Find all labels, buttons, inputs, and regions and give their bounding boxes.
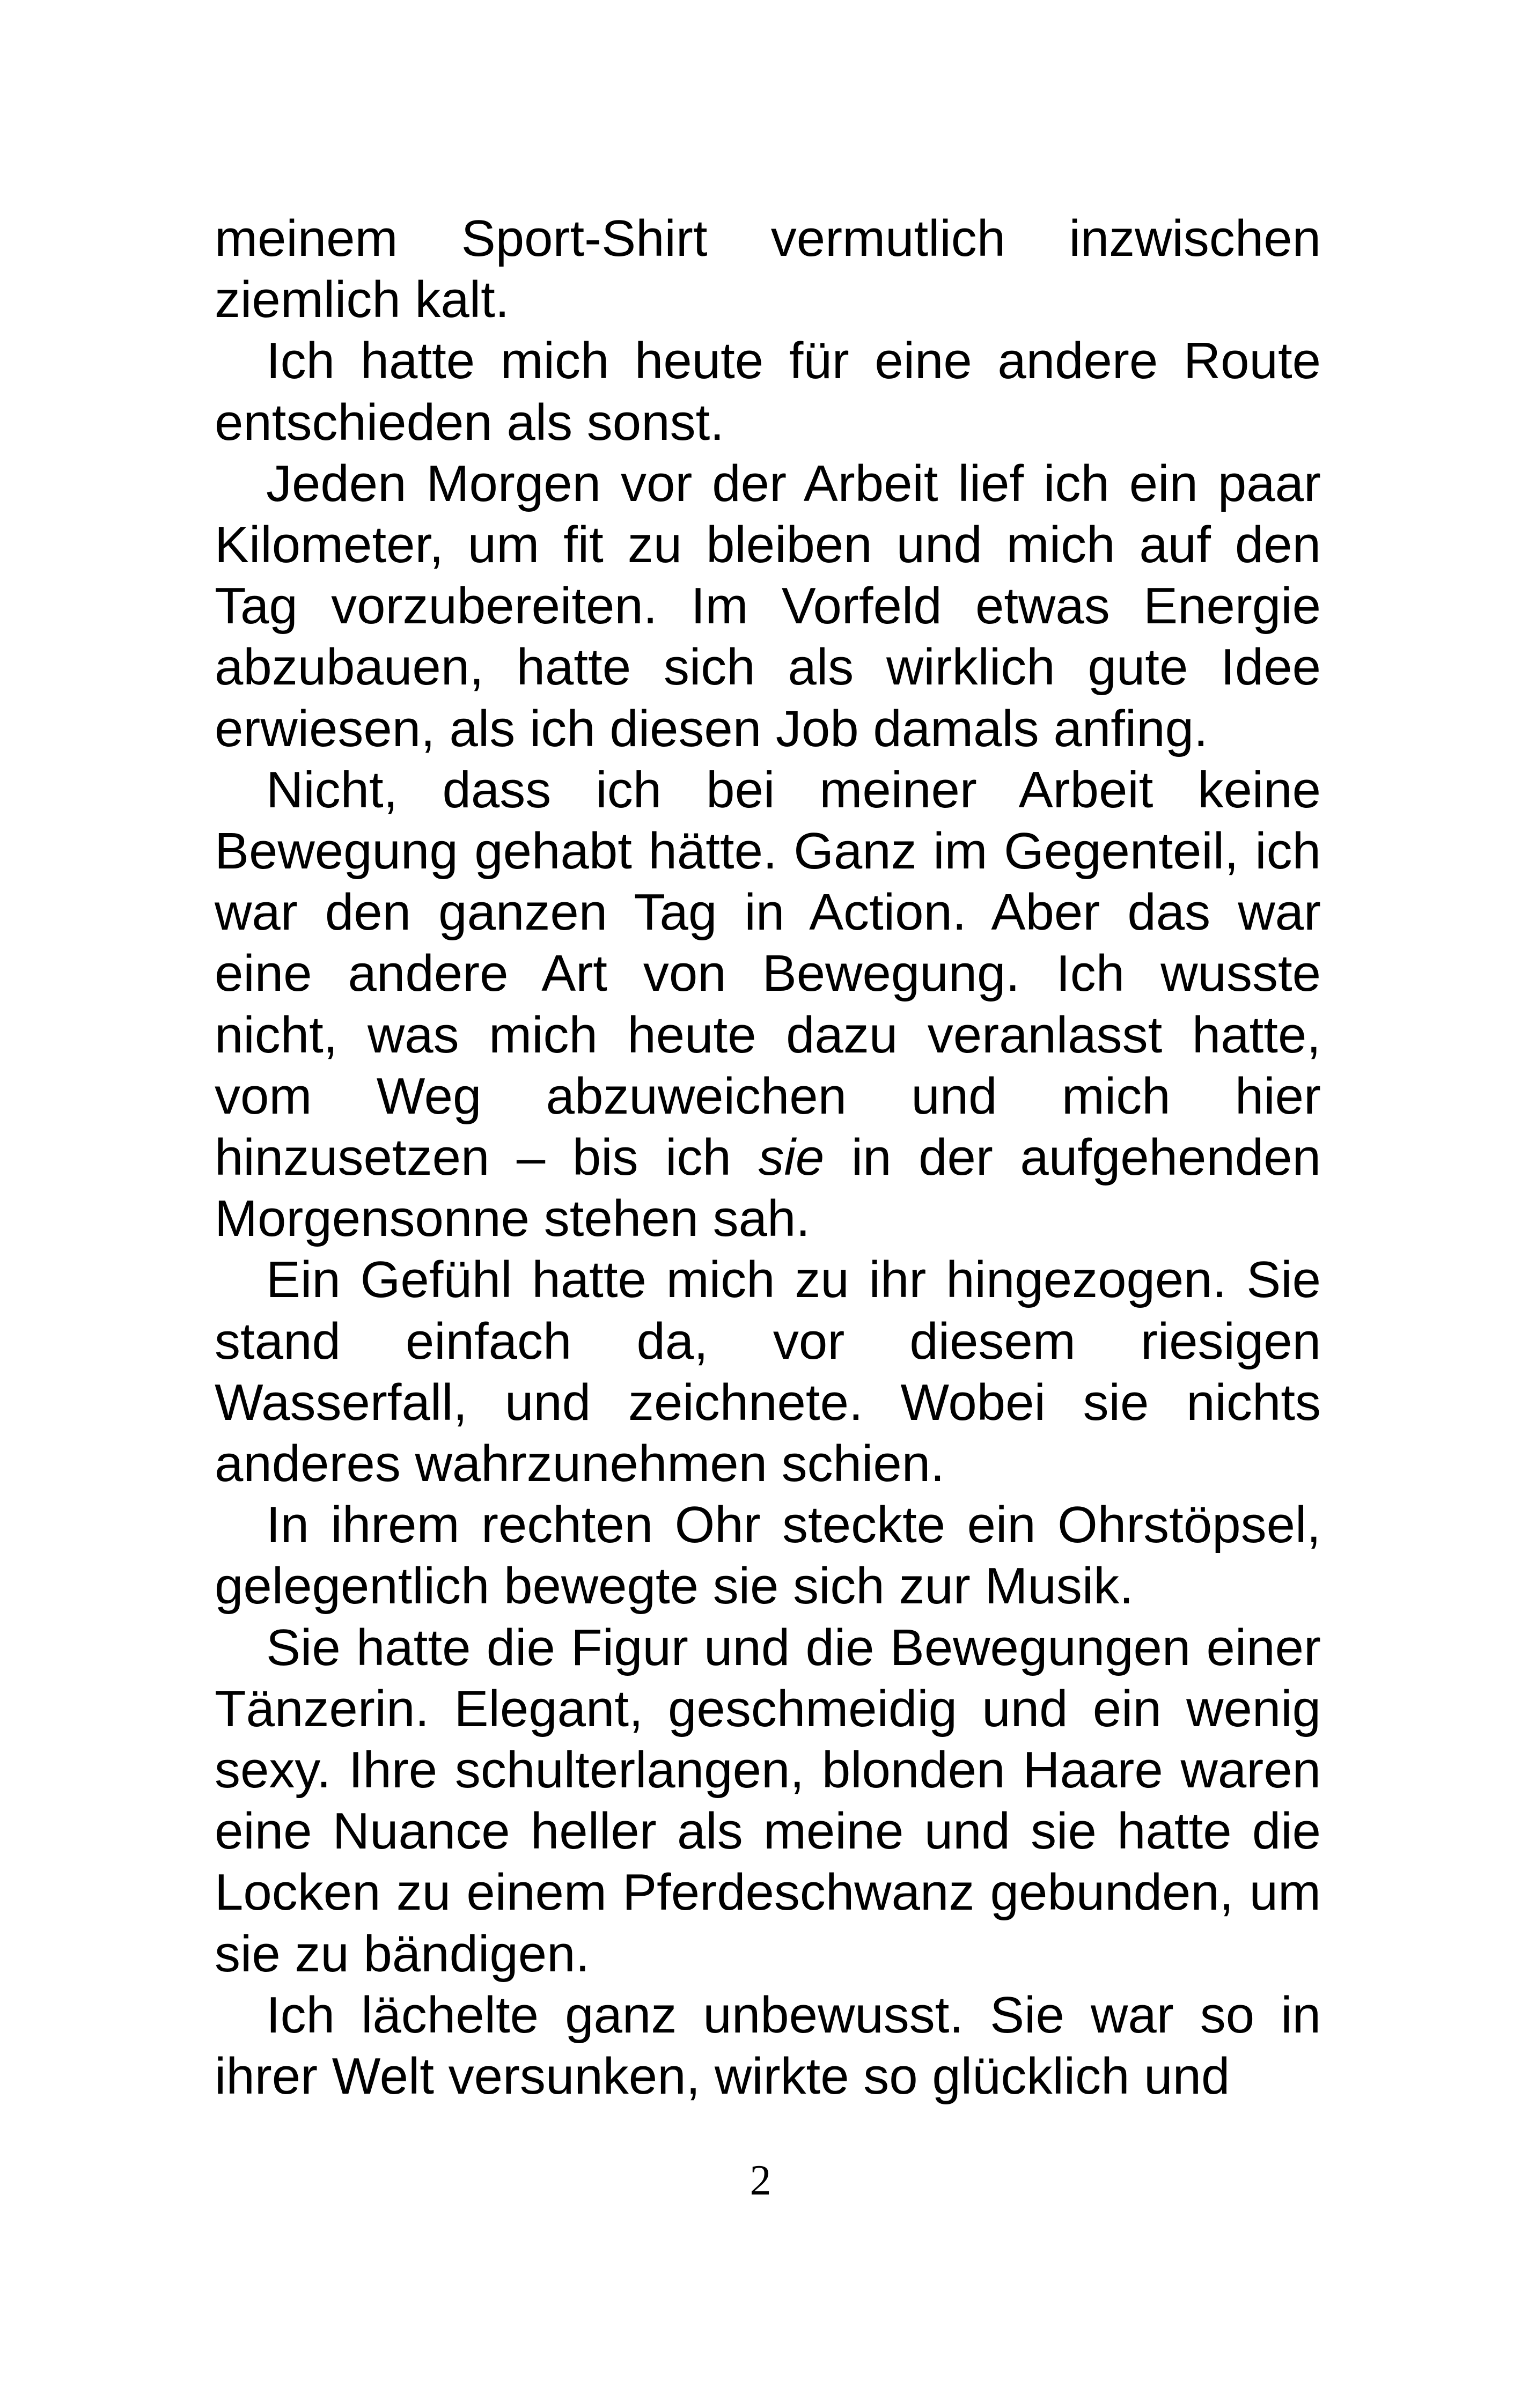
paragraph: [215, 1249, 1321, 1494]
text-run: Ein Gefühl hatte mich zu ihr hingezogen. Sie stand einfach da, vor diesem riesigen Wasserfall, und zeichnete. Wobei sie nichts anderes wahrzunehmen schien.: [215, 1251, 1321, 1493]
text-run: In ihrem rechten Ohr steckte ein Ohrstöpsel, gelegentlich bewegte sie sich zur Musik.: [215, 1496, 1321, 1615]
paragraph: [215, 330, 1321, 453]
text-run: Jeden Morgen vor der Arbeit lief ich ein paar Kilometer, um fit zu bleiben und mich auf den Tag vorzubereiten. Im Vorfeld etwas Energie abzubauen, hatte sich als wirklich gute Idee erwiesen, als ich diesen Job damals anfing.: [215, 454, 1321, 757]
paragraph: [215, 208, 1321, 330]
body-text: [215, 208, 1321, 2107]
text-run: in der aufgehenden Morgensonne stehen sah.: [215, 1129, 1321, 1248]
paragraph: [215, 760, 1321, 1250]
text-run: Nicht, dass ich bei meiner Arbeit keine Bewegung gehabt hätte. Ganz im Gegenteil, ich war den ganzen Tag in Action. Aber das war eine andere Art von Bewegung. Ich wusste nicht, was mich heute dazu veranlasst hatte, vom Weg abzuweichen und mich hier hinzusetzen – bis ich: [215, 761, 1321, 1187]
paragraph: [215, 1985, 1321, 2107]
page-number: 2: [750, 2157, 771, 2204]
text-run: meinem Sport-Shirt vermutlich inzwischen ziemlich kalt.: [215, 210, 1321, 329]
text-run: Ich lächelte ganz unbewusst. Sie war so in ihrer Welt versunken, wirkte so glücklich und: [215, 1986, 1321, 2105]
italic-text: sie: [758, 1129, 825, 1187]
text-run: Ich hatte mich heute für eine andere Route entschieden als sonst.: [215, 332, 1321, 451]
paragraph: [215, 1494, 1321, 1617]
text-run: Sie hatte die Figur und die Bewegungen einer Tänzerin. Elegant, geschmeidig und ein wenig sexy. Ihre schulterlangen, blonden Haare waren eine Nuance heller als meine und sie hatte die Locken zu einem Pferdeschwanz gebunden, um sie zu bändigen.: [215, 1618, 1321, 1983]
paragraph: [215, 1617, 1321, 1985]
paragraph: [215, 453, 1321, 760]
